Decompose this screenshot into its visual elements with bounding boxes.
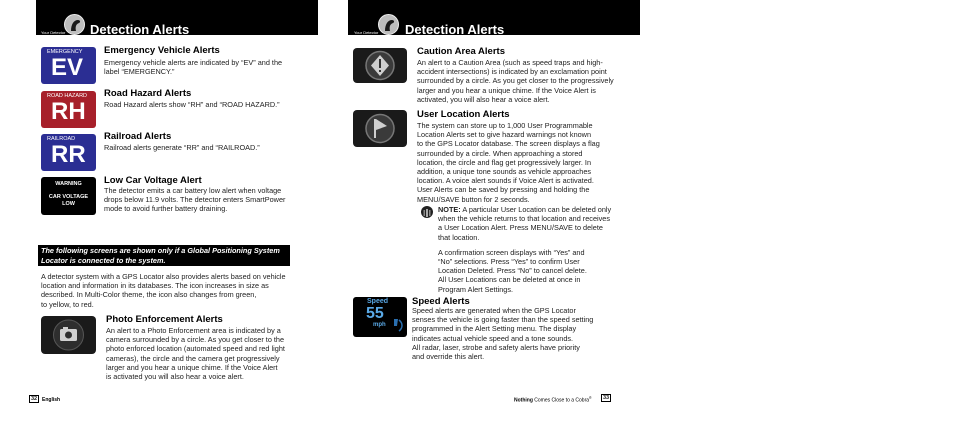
cobra-logo-icon <box>64 14 85 35</box>
right-page-number: 33 <box>603 395 610 401</box>
right-page-title: Detection Alerts <box>405 22 505 37</box>
ev-heading: Emergency Vehicle Alerts <box>104 45 220 56</box>
speed-heading: Speed Alerts <box>412 296 470 307</box>
right-footer-tagline: Nothing Comes Close to a Cobra® <box>514 396 592 404</box>
left-page-title: Detection Alerts <box>90 22 190 37</box>
lcv-text: The detector emits a car battery low alert when voltage drops below 11.9 volts. The detector enters SmartPower mode to avoid further battery draining. <box>104 186 286 214</box>
left-footer-language: English <box>42 397 61 403</box>
user-location-icon <box>353 110 407 147</box>
rr-alert-icon: RAILROAD RR <box>41 134 96 171</box>
caution-text: An alert to a Caution Area (such as speed traps and high- accident intersections) is indicated by an exclamation point surrounded by a circle. As you get closer to the progressively larger and you hear a unique chime. If the Voice Alert is activated, you will also hear a voice alert. <box>417 58 614 104</box>
photo-text: An alert to a Photo Enforcement area is indicated by a camera surrounded by a circle. As you get closer to the photo enforced location (automated speed and red light cameras), the circle and the camera get progressively larger and you hear a unique chime. If the Voice Alert is activated you will also hear a voice alert. <box>106 326 285 382</box>
caution-area-icon <box>353 48 407 83</box>
rr-heading: Railroad Alerts <box>104 131 172 142</box>
speed-text: Speed alerts are generated when the GPS Locator senses the vehicle is going faster than the speed setting programmed in the Alert Setting menu. The display indicates actual vehicle speed and a tone sounds. All radar, laser, strobe and safety alerts have priority and override this alert. <box>412 306 594 362</box>
photo-enforcement-icon <box>41 316 96 354</box>
cobra-logo-icon <box>378 14 399 35</box>
rh-heading: Road Hazard Alerts <box>104 88 192 99</box>
note-label: NOTE: <box>438 205 461 214</box>
rh-alert-icon: ROAD HAZARD RH <box>41 91 96 128</box>
rr-text: Railroad alerts generate “RR” and “RAILROAD.” <box>104 143 260 152</box>
speed-alert-icon: Speed 55 mph <box>353 297 407 337</box>
right-tab-label: Your Detector <box>354 30 379 35</box>
gps-intro-text: A detector system with a GPS Locator also provides alerts based on vehicle location and information in its databases. The icon increases in size as described. In Multi-Color theme, the icon also changes from green, to yellow, to red. <box>41 272 286 309</box>
note-text: NOTE: A particular User Location can be deleted only when the vehicle returns to that location and receives a User Location Alert. Press MENU/SAVE to delete that location. A confirmation screen displays with “Yes” and “No” selections. Press “Yes” to confirm User Location Deleted. Press “No” to cancel delete. All User Locations can be deleted at once in Program Alert Settings. <box>438 205 612 294</box>
rh-text: Road Hazard alerts show “RH” and “ROAD HAZARD.” <box>104 100 280 109</box>
caution-heading: Caution Area Alerts <box>417 46 505 57</box>
left-tab-label: Your Detector <box>41 30 66 35</box>
photo-heading: Photo Enforcement Alerts <box>106 314 223 325</box>
user-location-text: The system can store up to 1,000 User Programmable Location Alerts set to give hazard warnings not known to the GPS Locator database. The screen displays a flag surrounded by a circle. When approaching a stored location, the circle and flag get progressively larger. In addition, a unique tone sounds as vehicle approaches location. A voice alert sounds if Voice Alert is activated. User Alerts can be saved by pressing and holding the MENU/SAVE button for 2 seconds. <box>417 121 600 204</box>
left-page-number: 32 <box>31 396 38 402</box>
ev-text: Emergency vehicle alerts are indicated by “EV” and the label “EMERGENCY.” <box>104 58 283 77</box>
ev-alert-icon: EMERGENCY EV <box>41 47 96 84</box>
user-location-heading: User Location Alerts <box>417 109 510 120</box>
note-icon <box>421 206 433 218</box>
low-voltage-icon: WARNING CAR VOLTAGE LOW <box>41 177 96 215</box>
lcv-heading: Low Car Voltage Alert <box>104 175 202 186</box>
gps-notice-banner: The following screens are shown only if a Global Positioning System Locator is connected to the system. <box>38 245 290 266</box>
